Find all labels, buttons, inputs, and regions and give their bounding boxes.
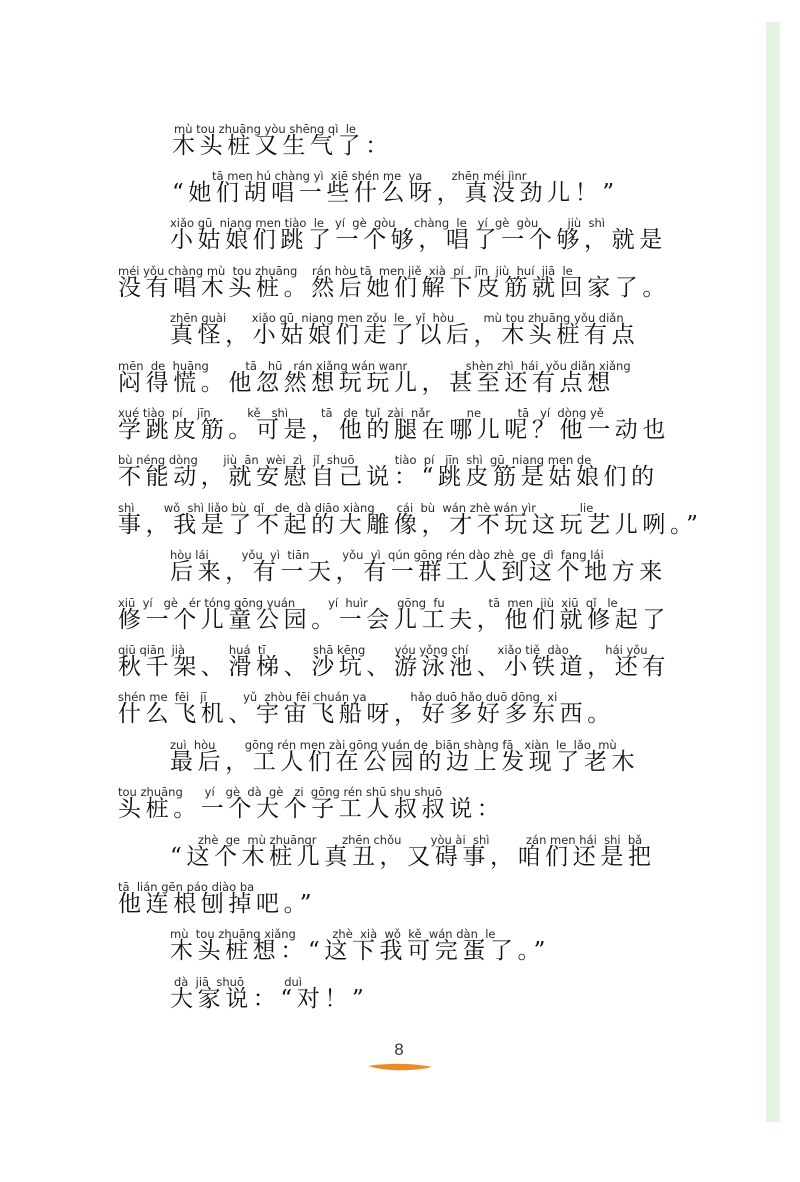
pinyin-annotation: mù tou zhuāng xiǎng zhè xià wǒ kě wán dàn le	[170, 927, 496, 941]
pinyin-annotation: bù néng dòng jiù ān wèi zì jǐ shuō tiào pí jīn shì gū niang men de	[118, 453, 592, 467]
chinese-text-line: 头桩。一个大个子工人叔叔说：	[118, 796, 505, 822]
pinyin-annotation: méi yǒu chàng mù tou zhuāng rán hòu tā men jiě xià pí jīn jiù huí jiā le	[118, 264, 573, 278]
pinyin-annotation: mù tou zhuāng yòu shēng qì le	[174, 122, 357, 136]
chinese-text-line: 学跳皮筋。可是，他的腿在哪儿呢？他一动也	[118, 417, 670, 443]
pinyin-annotation: tā lián gēn páo diào ba	[118, 880, 255, 894]
pinyin-annotation: zuì hòu gōng rén men zài gōng yuán de biān shàng fā xiàn le lǎo mù	[170, 738, 617, 752]
chinese-text-line: 木头桩想：“这下我可完蛋了。”	[170, 938, 551, 964]
pinyin-annotation: shì wǒ shì liǎo bù qǐ de dà diāo xiàng cái bù wán zhè wán yìr lie	[118, 501, 594, 515]
chinese-text-line: “她们胡唱一些什么呀，真没劲儿！”	[172, 180, 619, 206]
chinese-text-line: 什么飞机、宇宙飞船呀，好多好多东西。	[118, 701, 615, 727]
pinyin-annotation: xiū yí gè ér tóng gōng yuán yí huìr gōng fu tā men jiù xiū qǐ le	[118, 596, 618, 610]
chinese-text-line: 他连根刨掉吧。”	[118, 891, 317, 917]
pinyin-annotation: zhè ge mù zhuāngr zhēn chǒu yòu ài shì zán men hái shi bǎ	[198, 833, 643, 847]
pinyin-annotation: mēn de huāng tā hū rán xiǎng wán wanr shèn zhì hái yǒu diǎn xiǎng	[118, 359, 631, 373]
chinese-text-line: 真怪，小姑娘们走了以后，木头桩有点	[170, 322, 640, 348]
chinese-text-line: 后来，有一天，有一群工人到这个地方来	[170, 559, 667, 585]
pinyin-annotation: qiū qiān jià huá tī shā kēng yóu yǒng chí xiǎo tiě dào hái yǒu	[118, 643, 648, 657]
pinyin-annotation: shén me fēi jī yǔ zhòu fēi chuán ya hǎo duō hǎo duō dōng xi	[118, 690, 558, 704]
chinese-text-line: 木头桩又生气了：	[172, 133, 393, 159]
pinyin-annotation: xué tiào pí jīn kě shì tā de tuǐ zài nǎr ne tā yí dòng yě	[118, 406, 604, 420]
chinese-text-line: 事，我是了不起的大雕像，才不玩这玩艺儿咧。”	[118, 512, 703, 538]
pinyin-annotation: zhēn guài xiǎo gū niang men zǒu le yǐ hòu mù tou zhuāng yǒu diǎn	[170, 311, 624, 325]
pinyin-annotation: dà jiā shuō duì	[174, 975, 303, 989]
chinese-text-line: 大家说：“对！”	[170, 986, 369, 1012]
chinese-text-line: 闷得慌。他忽然想玩玩儿，甚至还有点想	[118, 370, 615, 396]
decorative-side-strip	[766, 22, 780, 1122]
pinyin-annotation: tā men hú chàng yì xiē shén me ya zhēn méi jìnr	[212, 169, 527, 183]
chinese-text-line: 最后，工人们在公园的边上发现了老木	[170, 749, 640, 775]
page-number: 8	[394, 1040, 404, 1059]
chinese-text-line: 修一个儿童公园。一会儿工夫，他们就修起了	[118, 607, 670, 633]
pinyin-annotation: xiǎo gū niang men tiào le yí gè gòu chàng le yí gè gòu jiù shì	[170, 216, 605, 230]
chinese-text-line: “这个木桩儿真丑，又碍事，咱们还是把	[170, 844, 656, 870]
chinese-text-line: 没有唱木头桩。然后她们解下皮筋就回家了。	[118, 275, 670, 301]
chinese-text-line: 小姑娘们跳了一个够，唱了一个够，就是	[170, 227, 667, 253]
pinyin-annotation: tou zhuāng yí gè dà gè zi gōng rén shū shu shuō	[118, 785, 442, 799]
pinyin-annotation: hòu lái yǒu yì tiān yǒu yì qún gōng rén dào zhè ge dì fang lái	[170, 548, 604, 562]
chinese-text-line: 不能动，就安慰自己说：“跳皮筋是姑娘们的	[118, 464, 659, 490]
page-number-swoosh-icon	[366, 1062, 434, 1074]
chinese-text-line: 秋千架、滑梯、沙坑、游泳池、小铁道，还有	[118, 654, 670, 680]
